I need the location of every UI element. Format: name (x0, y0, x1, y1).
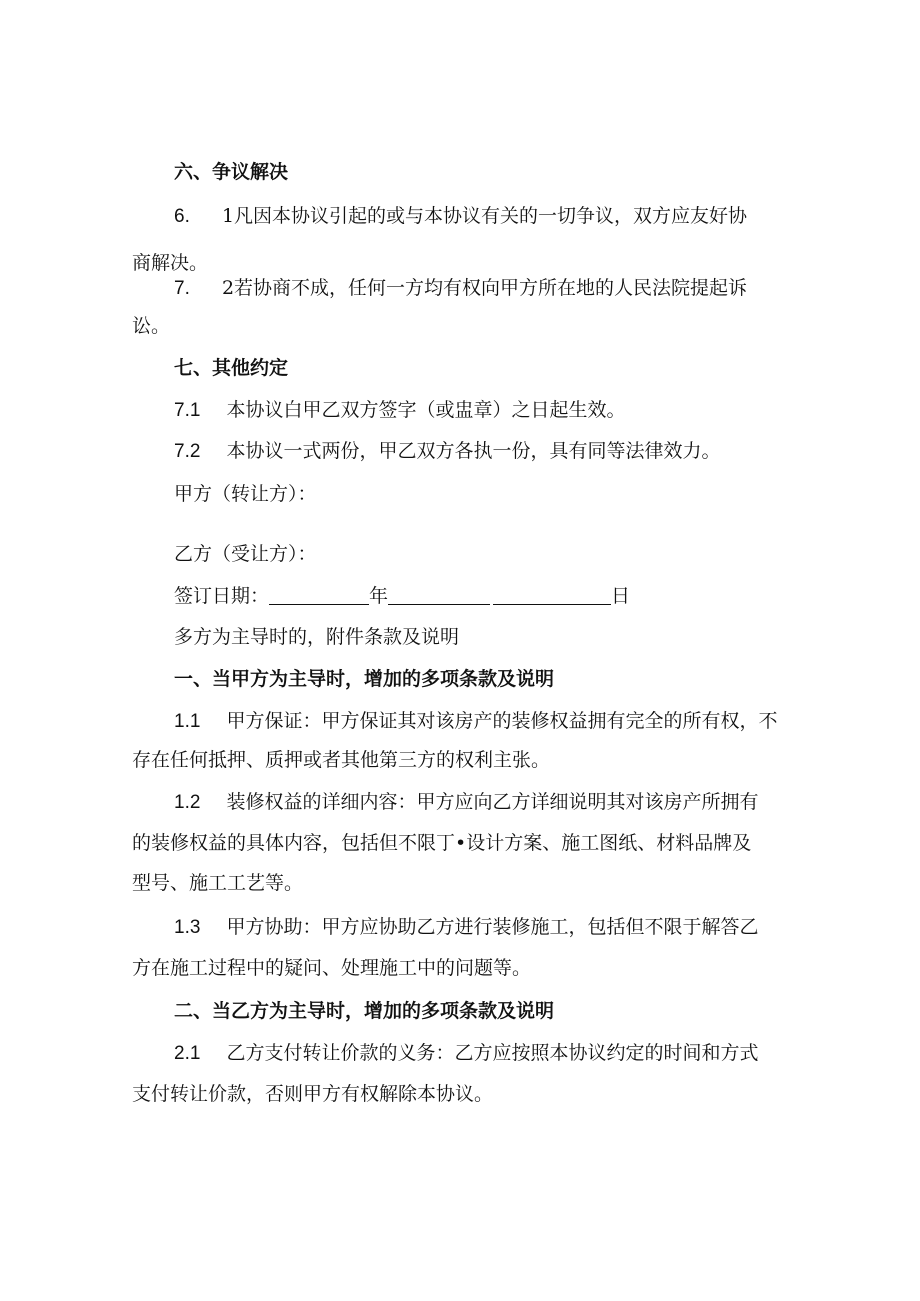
section-heading-dispute: 六、争议解决 (174, 161, 289, 183)
clause-2-1-line2: 支付转让价款，否则甲方有权解除本协议。 (132, 1083, 494, 1105)
clause-1-2-line3: 型号、施工工艺等。 (132, 872, 304, 894)
section-heading-other: 七、其他约定 (174, 357, 289, 379)
day-blank (493, 584, 611, 605)
clause-7-2 (174, 437, 721, 466)
clause-number: 7.1 (174, 400, 201, 421)
clause-number: 7. (174, 278, 190, 299)
clause-6-1-line2: 商解决。 (132, 252, 209, 274)
clause-number: 2.1 (174, 1043, 201, 1064)
clause-text: 甲方协助：甲方应协助乙方进行装修施工，包括但不限于解答乙 (226, 916, 759, 938)
year-blank (269, 584, 369, 605)
clause-number: 7.2 (174, 441, 201, 462)
section-heading-party-b-lead: 二、当乙方为主导时，增加的多项条款及说明 (174, 1000, 555, 1022)
party-b-signature-label: 乙方（受让方）： (174, 543, 317, 565)
clause-number: 6. (174, 206, 190, 227)
clause-text: 装修权益的详细内容：甲方应向乙方详细说明其对该房产所拥有 (226, 791, 759, 813)
clause-2-1-line1 (174, 1039, 759, 1068)
clause-text: 1凡因本协议引起的或与本协议有关的一切争议，双方应友好协 (221, 205, 748, 227)
section-heading-party-a-lead: 一、当甲方为主导时，增加的多项条款及说明 (174, 668, 555, 690)
clause-text: 本协议一式两份，甲乙双方各执一份，具有同等法律效力。 (226, 440, 721, 462)
clause-text: 本协议白甲乙双方签字（或盅章）之日起生效。 (226, 399, 626, 421)
clause-number: 1.3 (174, 917, 201, 938)
clause-6-1-line1 (174, 202, 747, 231)
party-a-signature-label: 甲方（转让方）： (174, 483, 317, 505)
year-label: 年 (369, 585, 389, 607)
signing-date-line (174, 582, 630, 610)
signing-date-label: 签订日期： (174, 585, 270, 607)
clause-7-2-line1 (174, 274, 747, 303)
clause-number: 1.1 (174, 711, 201, 732)
clause-1-2-line1 (174, 788, 759, 817)
clause-text: 2若协商不成，任何一方均有权向甲方所在地的人民法院提起诉 (221, 277, 748, 299)
day-label: 日 (611, 585, 631, 607)
clause-1-1-line2: 存在任何抵押、质押或者其他第三方的权利主张。 (132, 749, 551, 771)
month-blank (388, 584, 490, 605)
appendix-title: 多方为主导时的，附件条款及说明 (174, 626, 460, 648)
clause-1-3-line2: 方在施工过程中的疑问、处理施工中的问题等。 (132, 957, 532, 979)
clause-number: 1.2 (174, 792, 201, 813)
clause-text: 乙方支付转让价款的义务：乙方应按照本协议约定的时间和方式 (226, 1042, 759, 1064)
clause-7-2-line2: 讼。 (132, 315, 171, 337)
clause-1-2-line2: 的装修权益的具体内容，包括但不限丁•设计方案、施工图纸、材料品牌及 (132, 832, 752, 854)
clause-1-1-line1 (174, 707, 778, 736)
clause-7-1 (174, 396, 626, 425)
clause-text: 甲方保证：甲方保证其对该房产的装修权益拥有完全的所有权，不 (226, 710, 778, 732)
clause-1-3-line1 (174, 913, 759, 942)
